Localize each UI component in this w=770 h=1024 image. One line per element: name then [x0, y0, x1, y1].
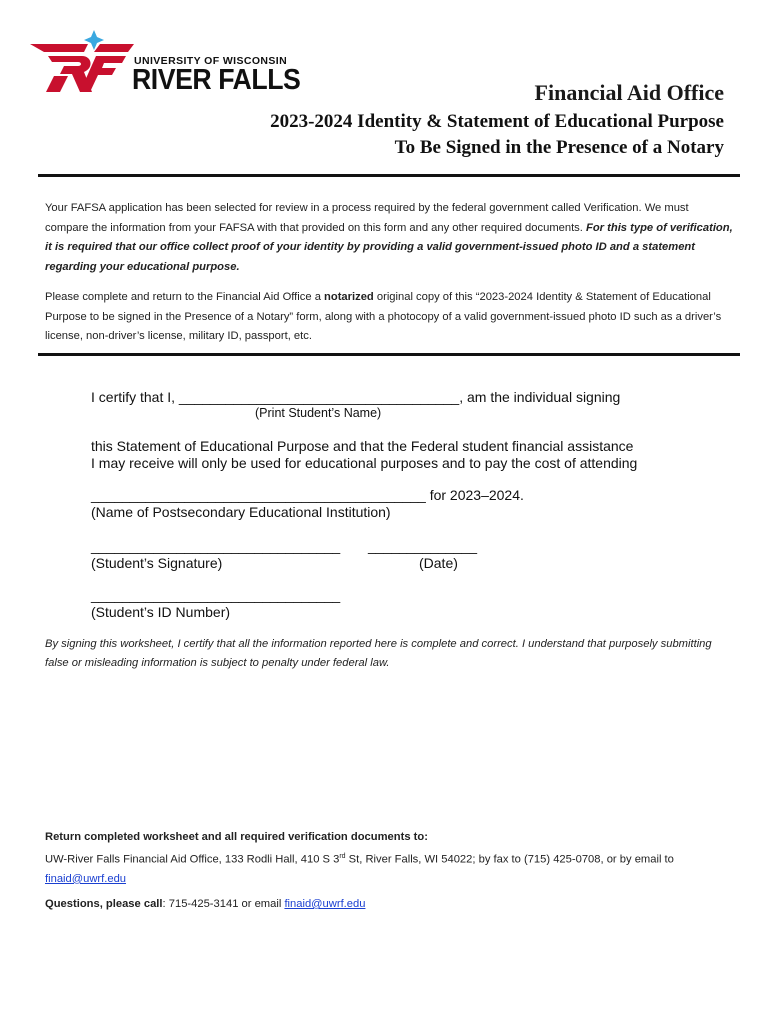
notarized-emphasis: notarized	[324, 291, 374, 303]
divider-middle	[38, 353, 740, 356]
address-text: UW-River Falls Financial Aid Office, 133 Rodli Hall, 410 S 3	[45, 853, 340, 866]
signature-caption: (Student’s Signature)	[91, 555, 223, 571]
statement-line-2: I may receive will only be used for educational purposes and to pay the cost of attending	[91, 455, 638, 471]
student-id-caption: (Student’s ID Number)	[91, 604, 231, 620]
logo-campus-text: RIVER FALLS	[132, 64, 301, 96]
statement-line-1: this Statement of Educational Purpose and that the Federal student financial assistance	[91, 438, 634, 454]
instructions-text: Please complete and return to the Financial Aid Office a	[45, 291, 325, 303]
intro-paragraph-2	[45, 288, 735, 347]
date-caption: (Date)	[419, 555, 458, 571]
certify-name-line[interactable]: I certify that I, ____________________________________, am the individual signing	[91, 389, 621, 405]
questions-line	[45, 895, 745, 914]
student-id-line[interactable]: ________________________________	[91, 587, 341, 603]
date-line[interactable]: ______________	[368, 538, 478, 554]
intro-emphasis: For this type of verification, it is required that our office collect proof of your identity by providing a valid government-issued photo ID and a statement regarding your educational purpose.	[45, 221, 733, 273]
form-title-line-2: To Be Signed in the Presence of a Notary	[394, 137, 724, 158]
office-title: Financial Aid Office	[534, 80, 724, 105]
questions-text: : 715-425-3141 or email	[162, 898, 285, 910]
return-instructions	[45, 828, 745, 889]
institution-line[interactable]: ___________________________________________ for 2023–2024.	[91, 487, 524, 503]
questions-label: Questions, please call	[45, 898, 163, 910]
attestation-text: By signing this worksheet, I certify that all the information reported here is complete and correct. I understand that purposely submitting false or misleading information is subject to penalty under federal law.	[45, 638, 712, 669]
intro-paragraph-1	[45, 199, 735, 277]
return-heading: Return completed worksheet and all required verification documents to:	[45, 831, 428, 843]
institution-caption: (Name of Postsecondary Educational Institution)	[91, 504, 391, 520]
return-address	[45, 847, 745, 870]
return-email-link[interactable]: finaid@uwrf.edu	[45, 872, 127, 885]
logo-university-text: UNIVERSITY OF WISCONSIN	[134, 55, 288, 67]
name-caption: (Print Student’s Name)	[255, 406, 382, 420]
instructions-text-continued: original copy of this “2023-2024 Identity & Statement of Educational Purpose to be signed in the Presence of a Notary” form, along with a photocopy of a valid government-issued photo ID such as a driver’s license, non-driver’s license, military ID, passport, etc.	[45, 291, 722, 342]
address-text-continued: St, River Falls, WI 54022; by fax to (715) 425-0708, or by email to	[345, 853, 674, 866]
form-title	[270, 109, 724, 161]
rf-logo-mark-icon	[30, 30, 140, 100]
divider-top	[38, 174, 740, 177]
intro-text: Your FAFSA application has been selected for review in a process required by the federal government called Verification. We must compare the information from your FAFSA with that provided on this form and any other required documents.	[45, 202, 689, 234]
form-title-line-1: 2023-2024 Identity & Statement of Educational Purpose	[270, 111, 724, 132]
signature-line[interactable]: ________________________________	[91, 538, 341, 554]
address-superscript: rd	[339, 853, 346, 860]
questions-email-link[interactable]: finaid@uwrf.edu	[284, 898, 366, 910]
